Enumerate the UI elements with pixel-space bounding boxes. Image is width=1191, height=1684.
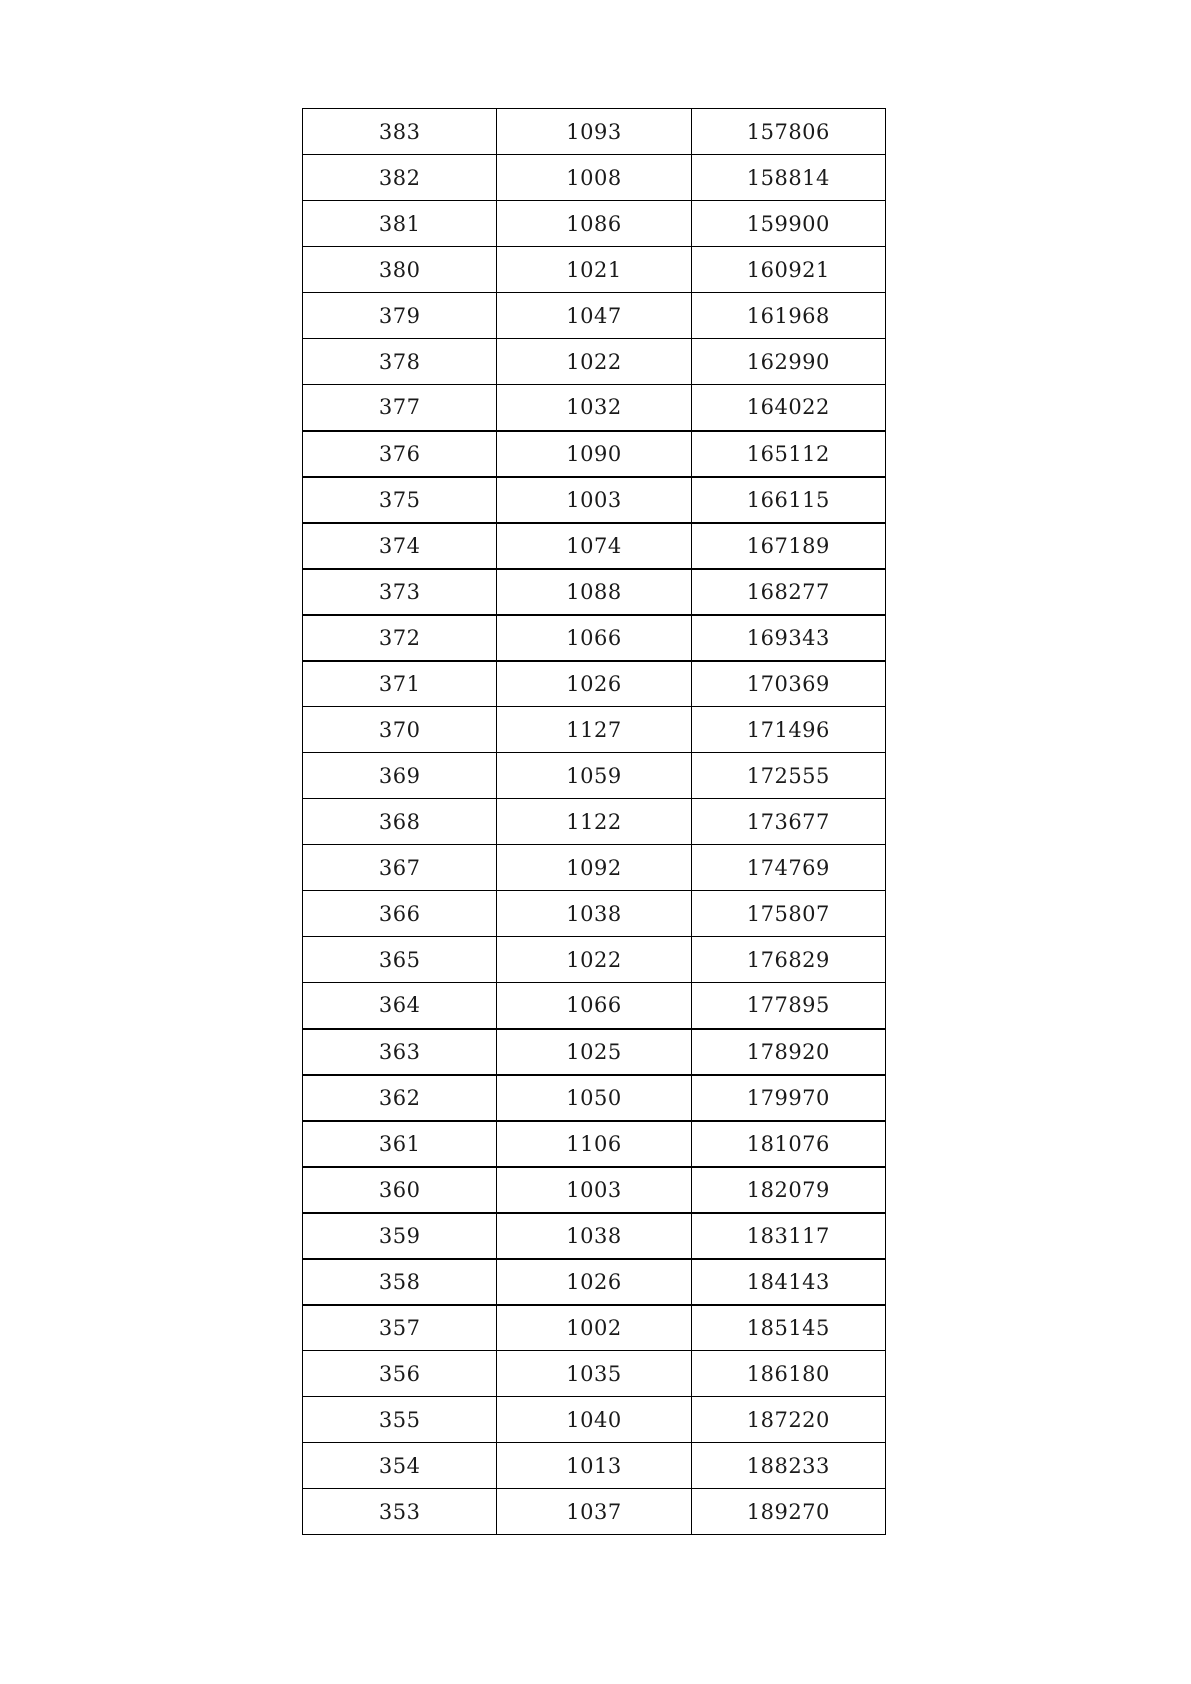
cumulative-cell: 161968 — [691, 293, 885, 339]
cumulative-cell: 188233 — [691, 1443, 885, 1489]
score-cell: 370 — [303, 707, 497, 753]
count-cell: 1022 — [497, 339, 691, 385]
cumulative-cell: 183117 — [691, 1213, 885, 1259]
table-row — [303, 1397, 886, 1443]
cumulative-cell: 165112 — [691, 431, 885, 477]
score-cell: 382 — [303, 155, 497, 201]
score-cell: 380 — [303, 247, 497, 293]
score-cell: 360 — [303, 1167, 497, 1213]
cumulative-cell: 170369 — [691, 661, 885, 707]
table-row — [303, 845, 886, 891]
table-row — [303, 155, 886, 201]
table-row — [303, 431, 886, 477]
score-cell: 374 — [303, 523, 497, 569]
count-cell: 1093 — [497, 109, 691, 155]
count-cell: 1092 — [497, 845, 691, 891]
score-cell: 371 — [303, 661, 497, 707]
count-cell: 1066 — [497, 983, 691, 1029]
score-cell: 378 — [303, 339, 497, 385]
cumulative-cell: 177895 — [691, 983, 885, 1029]
table-row — [303, 569, 886, 615]
count-cell: 1090 — [497, 431, 691, 477]
score-cell: 376 — [303, 431, 497, 477]
cumulative-cell: 172555 — [691, 753, 885, 799]
score-cell: 353 — [303, 1489, 497, 1535]
table-row — [303, 799, 886, 845]
count-cell: 1013 — [497, 1443, 691, 1489]
table-row — [303, 201, 886, 247]
cumulative-cell: 182079 — [691, 1167, 885, 1213]
score-cell: 383 — [303, 109, 497, 155]
count-cell: 1106 — [497, 1121, 691, 1167]
count-cell: 1022 — [497, 937, 691, 983]
score-cell: 355 — [303, 1397, 497, 1443]
score-cell: 373 — [303, 569, 497, 615]
table-row — [303, 339, 886, 385]
score-cell: 366 — [303, 891, 497, 937]
cumulative-cell: 166115 — [691, 477, 885, 523]
count-cell: 1008 — [497, 155, 691, 201]
table-row — [303, 293, 886, 339]
score-cell: 377 — [303, 385, 497, 431]
cumulative-cell: 164022 — [691, 385, 885, 431]
count-cell: 1040 — [497, 1397, 691, 1443]
table-row — [303, 891, 886, 937]
table-row — [303, 523, 886, 569]
count-cell: 1037 — [497, 1489, 691, 1535]
count-cell: 1032 — [497, 385, 691, 431]
score-cell: 358 — [303, 1259, 497, 1305]
score-cell: 381 — [303, 201, 497, 247]
score-cell: 357 — [303, 1305, 497, 1351]
count-cell: 1038 — [497, 1213, 691, 1259]
table-row — [303, 1305, 886, 1351]
cumulative-cell: 158814 — [691, 155, 885, 201]
cumulative-cell: 171496 — [691, 707, 885, 753]
score-cell: 368 — [303, 799, 497, 845]
cumulative-cell: 179970 — [691, 1075, 885, 1121]
score-table — [302, 108, 886, 1535]
count-cell: 1122 — [497, 799, 691, 845]
count-cell: 1047 — [497, 293, 691, 339]
cumulative-cell: 173677 — [691, 799, 885, 845]
score-cell: 375 — [303, 477, 497, 523]
count-cell: 1074 — [497, 523, 691, 569]
cumulative-cell: 175807 — [691, 891, 885, 937]
score-cell: 364 — [303, 983, 497, 1029]
cumulative-cell: 168277 — [691, 569, 885, 615]
count-cell: 1002 — [497, 1305, 691, 1351]
score-cell: 361 — [303, 1121, 497, 1167]
cumulative-cell: 187220 — [691, 1397, 885, 1443]
table-row — [303, 937, 886, 983]
cumulative-cell: 178920 — [691, 1029, 885, 1075]
table-row — [303, 1489, 886, 1535]
table-row — [303, 477, 886, 523]
table-row — [303, 109, 886, 155]
cumulative-cell: 160921 — [691, 247, 885, 293]
score-cell: 359 — [303, 1213, 497, 1259]
count-cell: 1021 — [497, 247, 691, 293]
count-cell: 1086 — [497, 201, 691, 247]
score-cell: 362 — [303, 1075, 497, 1121]
count-cell: 1088 — [497, 569, 691, 615]
table-body — [303, 109, 886, 1535]
score-cell: 365 — [303, 937, 497, 983]
table-row — [303, 1029, 886, 1075]
table-row — [303, 753, 886, 799]
table-row — [303, 1121, 886, 1167]
count-cell: 1038 — [497, 891, 691, 937]
table-row — [303, 1351, 886, 1397]
count-cell: 1059 — [497, 753, 691, 799]
table-row — [303, 247, 886, 293]
score-cell: 372 — [303, 615, 497, 661]
count-cell: 1003 — [497, 477, 691, 523]
count-cell: 1050 — [497, 1075, 691, 1121]
table-row — [303, 1213, 886, 1259]
count-cell: 1003 — [497, 1167, 691, 1213]
score-cell: 367 — [303, 845, 497, 891]
table-row — [303, 385, 886, 431]
table-row — [303, 661, 886, 707]
count-cell: 1035 — [497, 1351, 691, 1397]
cumulative-cell: 184143 — [691, 1259, 885, 1305]
cumulative-cell: 174769 — [691, 845, 885, 891]
cumulative-cell: 189270 — [691, 1489, 885, 1535]
score-cell: 363 — [303, 1029, 497, 1075]
cumulative-cell: 157806 — [691, 109, 885, 155]
cumulative-cell: 185145 — [691, 1305, 885, 1351]
table-row — [303, 1167, 886, 1213]
table-row — [303, 707, 886, 753]
cumulative-cell: 169343 — [691, 615, 885, 661]
cumulative-cell: 186180 — [691, 1351, 885, 1397]
score-cell: 354 — [303, 1443, 497, 1489]
table-row — [303, 1075, 886, 1121]
cumulative-cell: 167189 — [691, 523, 885, 569]
cumulative-cell: 162990 — [691, 339, 885, 385]
score-cell: 369 — [303, 753, 497, 799]
score-cell: 379 — [303, 293, 497, 339]
table-row — [303, 983, 886, 1029]
count-cell: 1026 — [497, 1259, 691, 1305]
cumulative-cell: 176829 — [691, 937, 885, 983]
cumulative-cell: 181076 — [691, 1121, 885, 1167]
count-cell: 1025 — [497, 1029, 691, 1075]
table-row — [303, 1259, 886, 1305]
count-cell: 1127 — [497, 707, 691, 753]
table-row — [303, 615, 886, 661]
score-cell: 356 — [303, 1351, 497, 1397]
cumulative-cell: 159900 — [691, 201, 885, 247]
count-cell: 1026 — [497, 661, 691, 707]
table-row — [303, 1443, 886, 1489]
count-cell: 1066 — [497, 615, 691, 661]
